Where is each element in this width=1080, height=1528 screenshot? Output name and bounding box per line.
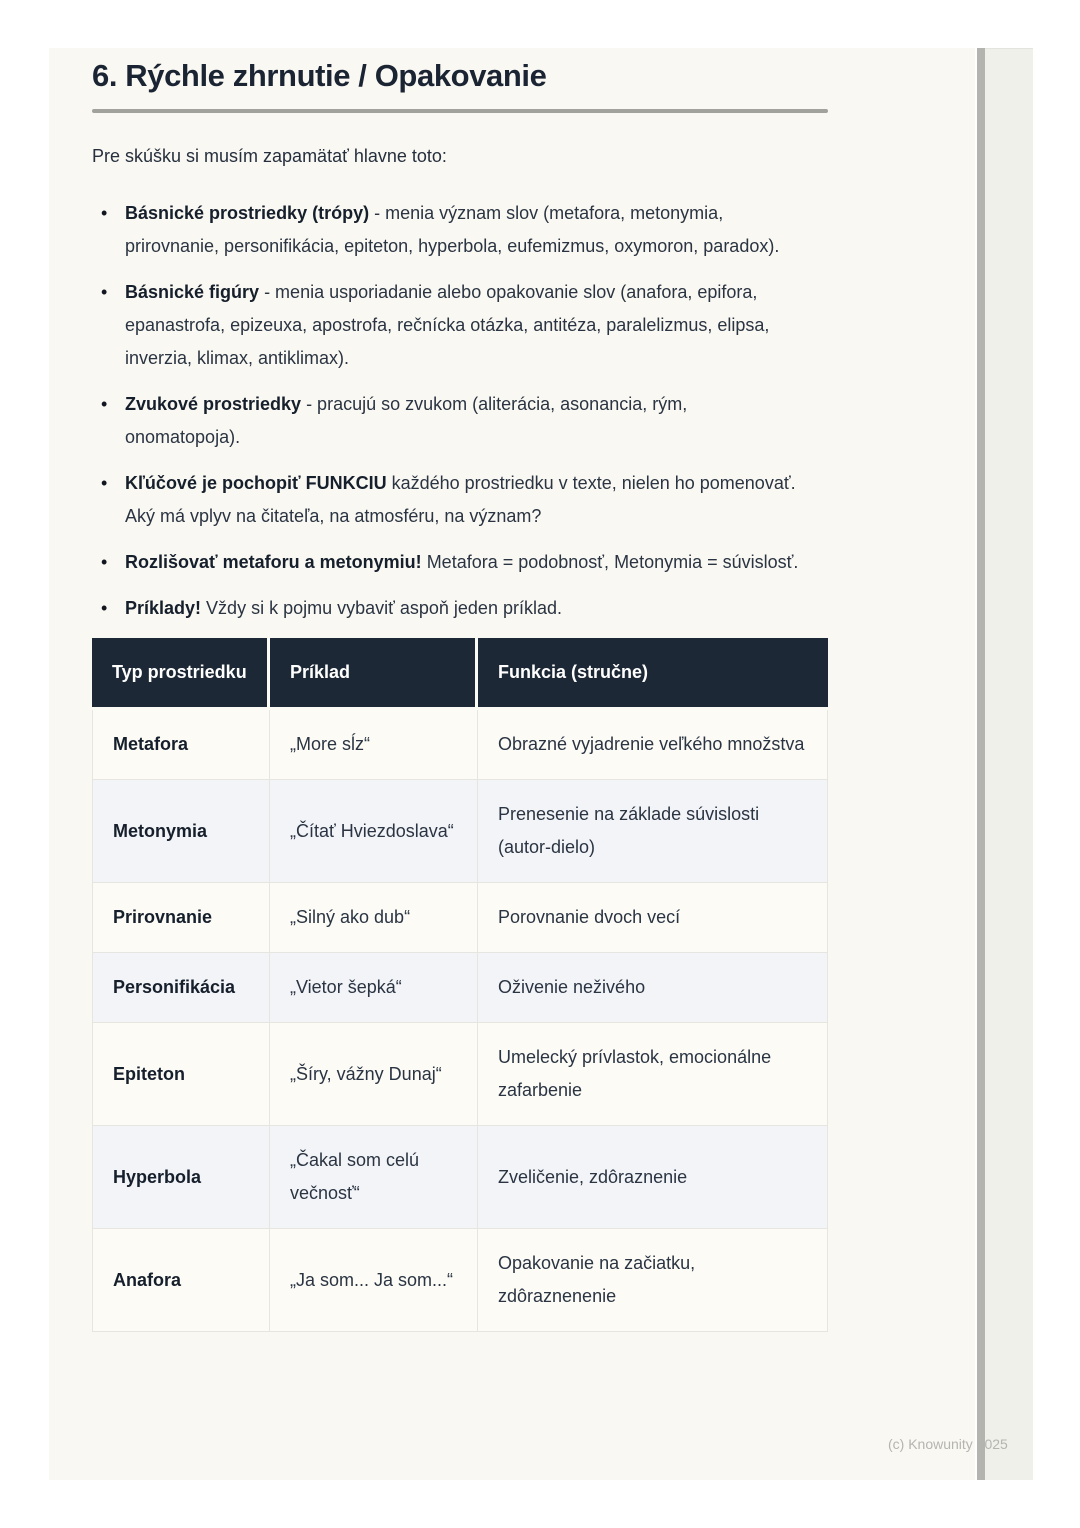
bullet-bold-text: Zvukové prostriedky [125,394,302,414]
bullet-item [92,467,805,533]
bullet-text: Metafora = podobnosť, Metonymia = súvislosť. [421,552,799,572]
table-row [92,883,828,953]
copyright-watermark: (c) Knowunity 2025 [888,1436,1008,1452]
table-row [92,1229,828,1332]
bullet-text: Vždy si k pojmu vybaviť aspoň jeden príklad. [201,598,562,618]
bullet-text: - menia usporiadanie alebo opakovanie slov (anafora, epifora, epanastrofa, epizeuxa, apostrofa, rečnícka otázka, antitéza, paralelizmus, elipsa, inverzia, klimax, antiklimax). [125,282,770,368]
header-cell-function: Funkcia (stručne) [478,638,828,710]
bullet-bold-text: Básnické figúry [125,282,260,302]
cell-function: Zveličenie, zdôraznenie [478,1126,828,1229]
table-row [92,953,828,1023]
cell-type: Anafora [92,1229,270,1332]
summary-table [92,638,828,1332]
header-cell-example: Príklad [270,638,478,710]
bullet-text: - pracujú so zvukom (aliterácia, asonancia, rým, onomatopoja). [125,394,688,447]
cell-function: Obrazné vyjadrenie veľkého množstva [478,710,828,780]
section-divider [92,109,828,113]
cell-function: Prenesenie na základe súvislosti (autor-dielo) [478,780,828,883]
cell-example: „Silný ako dub“ [270,883,478,953]
cell-example: „More sĺz“ [270,710,478,780]
intro-paragraph: Pre skúšku si musím zapamätať hlavne toto: [92,146,447,166]
bullet-bold-text: Kľúčové je pochopiť FUNKCIU [125,473,387,493]
cell-example: „Čítať Hviezdoslava“ [270,780,478,883]
bullet-item [92,546,805,579]
bullet-item [92,592,805,625]
bullet-bold-text: Básnické prostriedky (trópy) [125,203,370,223]
cell-type: Epiteton [92,1023,270,1126]
table-row [92,710,828,780]
cell-function: Umelecký prívlastok, emocionálne zafarbenie [478,1023,828,1126]
cell-type: Prirovnanie [92,883,270,953]
next-page-edge [985,48,1033,1480]
table-row [92,1023,828,1126]
bullet-item [92,276,805,375]
page-edge-shadow [977,48,985,1480]
header-cell-type: Typ prostriedku [92,638,270,710]
cell-function: Oživenie neživého [478,953,828,1023]
document-page [49,48,975,1480]
cell-function: Porovnanie dvoch vecí [478,883,828,953]
bullet-bold-text: Príklady! [125,598,202,618]
cell-function: Opakovanie na začiatku, zdôraznenenie [478,1229,828,1332]
cell-type: Personifikácia [92,953,270,1023]
key-points-list [92,197,805,625]
cell-example: „Čakal som celú večnosť“ [270,1126,478,1229]
table-row [92,1126,828,1229]
bullet-item [92,388,805,454]
cell-example: „Ja som... Ja som...“ [270,1229,478,1332]
cell-example: „Vietor šepká“ [270,953,478,1023]
cell-type: Hyperbola [92,1126,270,1229]
cell-example: „Šíry, vážny Dunaj“ [270,1023,478,1126]
page-title: 6. Rýchle zhrnutie / Opakovanie [92,58,547,93]
bullet-text: - menia význam slov (metafora, metonymia, prirovnanie, personifikácia, epiteton, hyperbola, eufemizmus, oxymoron, paradox). [125,203,780,256]
table-row [92,780,828,883]
bullet-bold-text: Rozlišovať metaforu a metonymiu! [125,552,422,572]
bullet-item [92,197,805,263]
table-header-row [92,638,828,710]
bullet-text: každého prostriedku v texte, nielen ho pomenovať. Aký má vplyv na čitateľa, na atmosféru, na význam? [125,473,796,526]
cell-type: Metonymia [92,780,270,883]
cell-type: Metafora [92,710,270,780]
document-content [49,48,829,1332]
